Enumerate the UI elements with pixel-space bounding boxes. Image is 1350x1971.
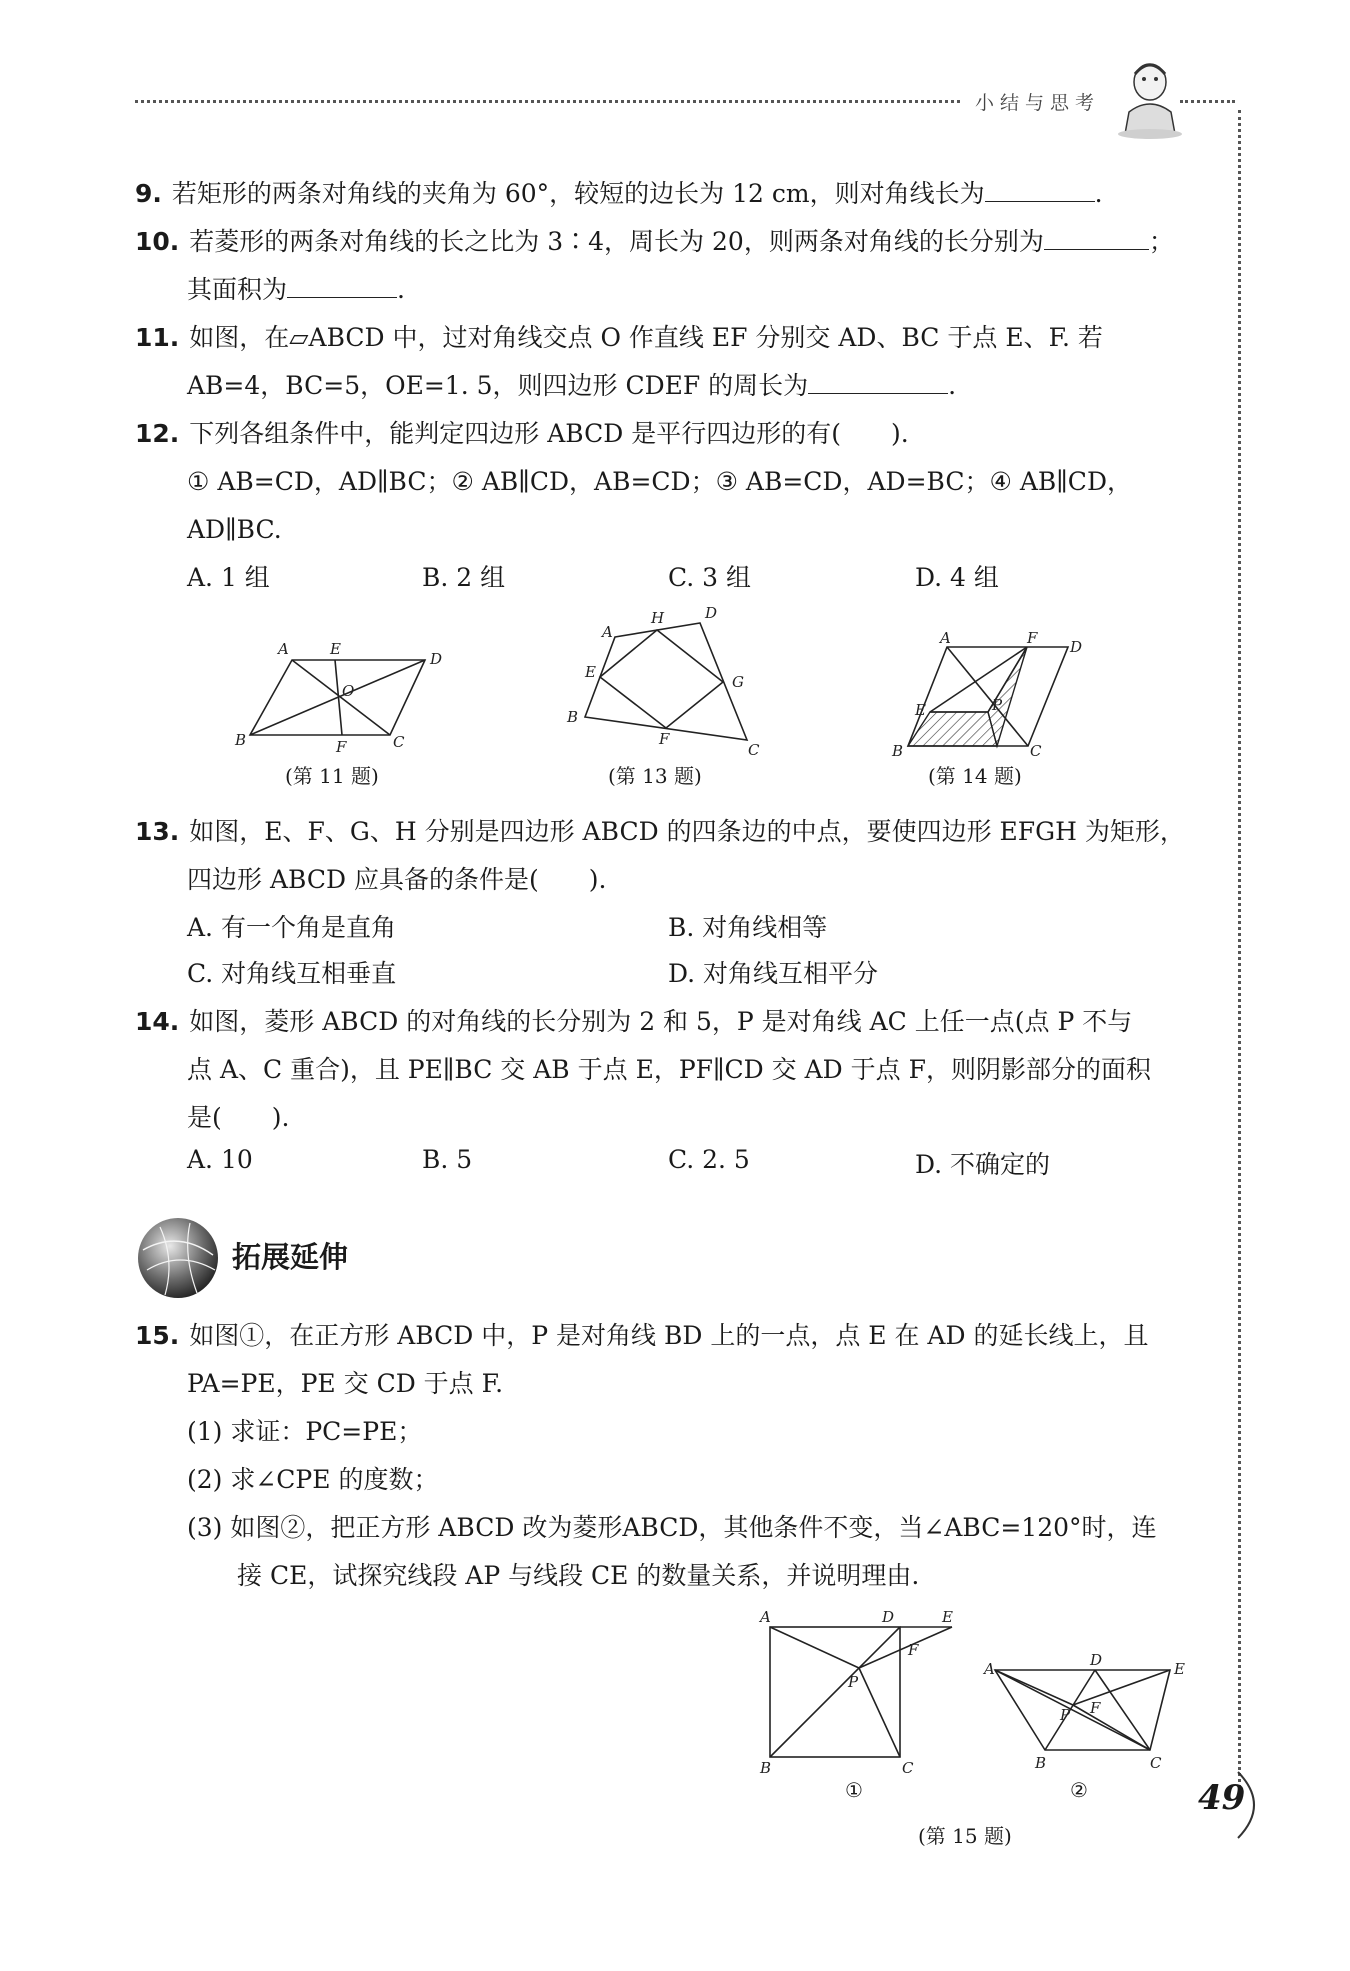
label-a: A — [984, 1660, 995, 1678]
label-g: G — [732, 673, 744, 691]
label-e: E — [942, 1608, 953, 1626]
label-a: A — [940, 630, 951, 647]
answer-blank[interactable] — [808, 373, 948, 394]
label-p: P — [1060, 1706, 1071, 1724]
figure-11 — [230, 640, 450, 755]
diagonal-bd — [770, 1627, 900, 1757]
label-c: C — [1150, 1754, 1162, 1772]
question-11: 11. 如图，在▱ABCD 中，过对角线交点 O 作直线 EF 分别交 AD、BC 于点 E、F. 若 — [135, 323, 1103, 352]
answer-blank[interactable] — [1044, 229, 1149, 250]
question-15: 15. 如图①，在正方形 ABCD 中，P 是对角线 BD 上的一点，点 E 在 AD 的延长线上，且 — [135, 1321, 1149, 1350]
segment-pe — [859, 1627, 952, 1668]
figure-15-caption: (第 15 题) — [918, 1824, 1012, 1848]
thinking-figure-icon — [1115, 52, 1185, 142]
figure-13 — [555, 605, 775, 765]
option-d[interactable]: D. 不确定的 — [915, 1150, 1051, 1179]
label-f: F — [1027, 630, 1038, 647]
side-dc — [1095, 1670, 1150, 1750]
label-e: E — [330, 640, 341, 658]
header-dotted-line-right — [1180, 100, 1235, 103]
label-p: P — [992, 696, 1003, 714]
label-a: A — [760, 1608, 771, 1626]
label-a: A — [278, 640, 289, 658]
label-c: C — [393, 733, 405, 751]
question-10: 10. 若菱形的两条对角线的长之比为 3∶4，周长为 20，则两条对角线的长分别为 ； — [135, 227, 1174, 256]
label-d: D — [705, 605, 718, 622]
label-f: F — [1090, 1699, 1101, 1717]
figure-14 — [880, 630, 1100, 760]
margin-dotted-line — [1238, 110, 1241, 1800]
option-a[interactable]: A. 10 — [187, 1145, 253, 1174]
header-title: 小结与思考 — [975, 92, 1101, 114]
label-b: B — [1035, 1754, 1047, 1772]
question-12-conditions: ① AB=CD，AD∥BC；② AB∥CD，AB=CD；③ AB=CD，AD=BC；④ AB∥CD， — [187, 467, 1132, 496]
option-d[interactable]: D. 对角线互相平分 — [668, 959, 879, 988]
question-10-line2: 其面积为 . — [187, 275, 405, 304]
question-15-part-3: (3) 如图②，把正方形 ABCD 改为菱形ABCD，其他条件不变，当∠ABC=120°时，连 — [187, 1513, 1157, 1542]
option-d[interactable]: D. 4 组 — [915, 563, 999, 592]
question-12: 12. 下列各组条件中，能判定四边形 ABCD 是平行四边形的有( ). — [135, 419, 909, 448]
option-b[interactable]: B. 5 — [422, 1145, 473, 1174]
diagonal-ac — [995, 1670, 1150, 1750]
label-f: F — [659, 730, 670, 748]
figure-14-caption: (第 14 题) — [928, 764, 1022, 788]
label-b: B — [892, 742, 904, 760]
label-h: H — [651, 609, 665, 627]
label-b: B — [235, 731, 247, 749]
option-a[interactable]: A. 有一个角是直角 — [187, 913, 396, 942]
question-9: 9. 若矩形的两条对角线的夹角为 60°，较短的边长为 12 cm，则对角线长为 . — [135, 179, 1103, 208]
label-e: E — [585, 663, 596, 681]
question-15-part-2: (2) 求∠CPE 的度数； — [187, 1465, 439, 1494]
question-14-line2: 点 A、C 重合)，且 PE∥BC 交 AB 于点 E，PF∥CD 交 AD 于点 F，则阴影部分的面积 — [187, 1055, 1151, 1084]
figure-15-1 — [752, 1605, 972, 1785]
label-a: A — [602, 623, 613, 641]
question-14: 14. 如图，菱形 ABCD 的对角线的长分别为 2 和 5，P 是对角线 AC 上任一点(点 P 不与 — [135, 1007, 1133, 1036]
answer-blank[interactable] — [287, 277, 397, 298]
segment-pa — [770, 1627, 859, 1668]
label-d: D — [1090, 1651, 1103, 1669]
label-e: E — [1174, 1660, 1185, 1678]
label-f: F — [336, 738, 347, 755]
header-dotted-line — [135, 100, 960, 103]
page-number: 49 — [1198, 1778, 1246, 1818]
figure-13-caption: (第 13 题) — [608, 764, 702, 788]
answer-blank[interactable] — [985, 181, 1095, 202]
question-15-part-1: (1) 求证：PC=PE； — [187, 1417, 423, 1446]
label-d: D — [430, 650, 443, 668]
figure-15-2 — [980, 1650, 1200, 1780]
diagonal-bd — [250, 660, 425, 735]
figure-11-caption: (第 11 题) — [285, 764, 379, 788]
question-15-line2: PA=PE，PE 交 CD 于点 F. — [187, 1369, 504, 1398]
section-title: 拓展延伸 — [232, 1240, 349, 1274]
label-p: P — [848, 1673, 859, 1691]
segment-pe — [1073, 1670, 1170, 1705]
option-c[interactable]: C. 2. 5 — [668, 1145, 750, 1174]
option-a[interactable]: A. 1 组 — [187, 563, 270, 592]
question-12-conditions-line2: AD∥BC. — [187, 515, 282, 544]
option-c[interactable]: C. 对角线互相垂直 — [187, 959, 397, 988]
globe-icon — [135, 1215, 221, 1301]
segment-pc — [1073, 1705, 1150, 1750]
figure-15-2-mark: ② — [1070, 1778, 1088, 1802]
option-b[interactable]: B. 对角线相等 — [668, 913, 828, 942]
label-e: E — [915, 701, 926, 719]
quadrilateral-efgh — [600, 630, 723, 728]
label-b: B — [567, 708, 579, 726]
label-f: F — [908, 1641, 919, 1659]
label-c: C — [748, 741, 760, 759]
question-15-part-3-line2: 接 CE，试探究线段 AP 与线段 CE 的数量关系，并说明理由. — [237, 1561, 920, 1590]
label-o: O — [342, 682, 355, 700]
label-d: D — [882, 1608, 895, 1626]
question-13: 13. 如图，E、F、G、H 分别是四边形 ABCD 的四条边的中点，要使四边形 EFGH 为矩形， — [135, 817, 1185, 846]
segment-pc — [859, 1668, 900, 1757]
option-c[interactable]: C. 3 组 — [668, 563, 751, 592]
option-b[interactable]: B. 2 组 — [422, 563, 506, 592]
label-c: C — [1030, 742, 1042, 760]
question-14-line3: 是( ). — [187, 1103, 290, 1132]
label-d: D — [1070, 638, 1083, 656]
question-13-line2: 四边形 ABCD 应具备的条件是( ). — [187, 865, 607, 894]
label-c: C — [902, 1759, 914, 1777]
figure-15-1-mark: ① — [845, 1778, 863, 1802]
question-11-line2: AB=4，BC=5，OE=1. 5，则四边形 CDEF 的周长为 . — [187, 371, 957, 400]
label-b: B — [760, 1759, 772, 1777]
